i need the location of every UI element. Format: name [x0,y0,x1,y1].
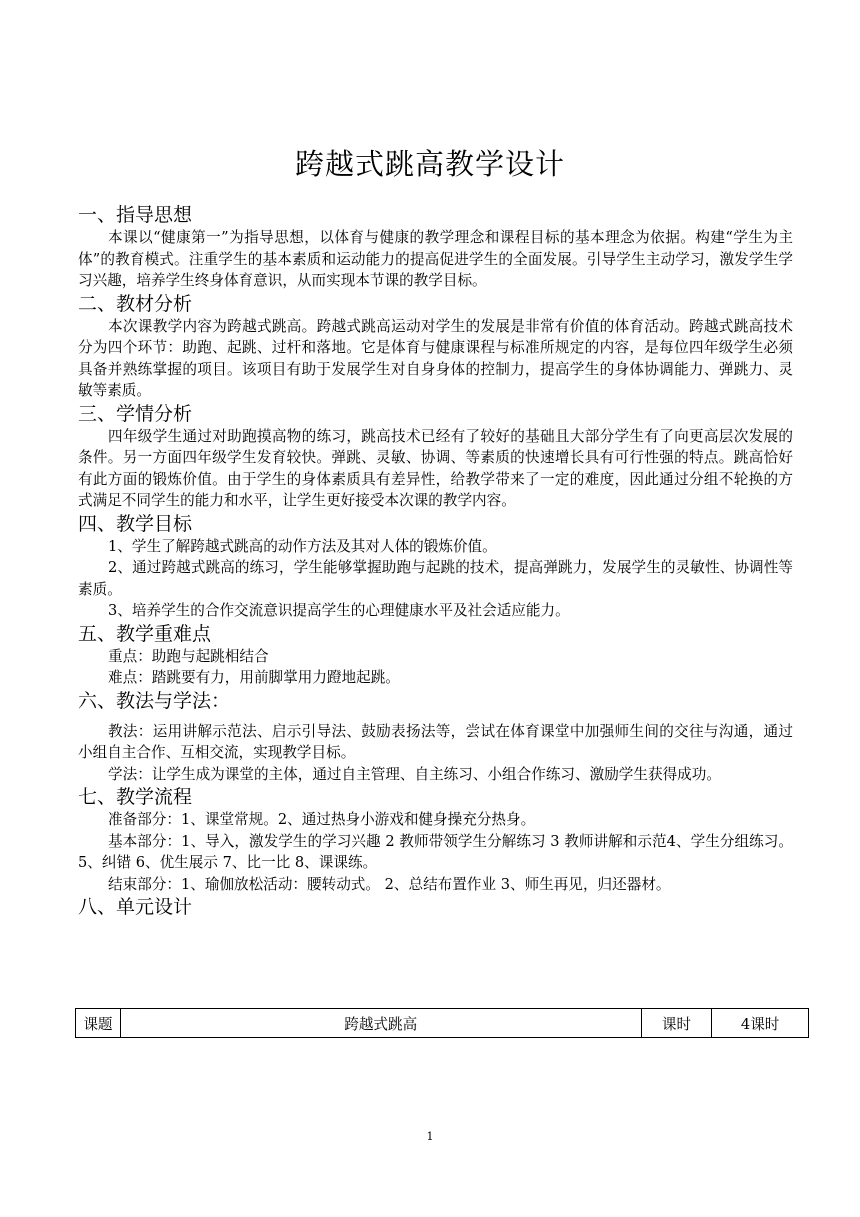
section-student-analysis [78,402,793,512]
key-point: 重点：助跑与起跳相结合 [108,647,269,665]
process-step: 准备部分：1、课堂常规。2、通过热身小游戏和健身操充分热身。 [108,811,536,828]
document-body [78,203,793,919]
process-step: 结束部分：1、瑜伽放松活动：腰转动式。 2、总结布置作业 3、师生再见，归还器材。 [108,875,671,893]
section-heading: 五、教学重难点 [78,622,212,645]
page-number: 1 [426,1130,434,1143]
paragraph: 四年级学生通过对助跑摸高物的练习，跳高技术已经有了较好的基础且大部分学生有了向更高层次发展的条件。另一方面四年级学生发育较快。弹跳、灵敏、协调、等素质的快速增长具有可行性强的特点。跳高恰好有此方面的锻炼价值。由于学生的身体素质具有差异性，给教学带来了一定的难度，因此通过分组不轮换的方式满足不同学生的能力和水平，让学生更好接受本次课的教学内容。 [78,427,793,509]
difficult-point: 难点：踏跳要有力，用前脚掌用力蹬地起跳。 [108,669,400,686]
paragraph: 本次课教学内容为跨越式跳高。跨越式跳高运动对学生的发展是非常有价值的体育活动。跨越式跳高技术分为四个环节：助跑、起跳、过杆和落地。它是体育与健康课程与标准所规定的内容，是每位四年级学生必须具备并熟练掌握的项目。该项目有助于发展学生对自身身体的控制力，提高学生的身体协调能力、弹跳力、灵敏等素质。 [78,317,793,399]
table-row [76,1009,809,1038]
hours-cell: 4课时 [712,1009,809,1038]
section-heading: 八、单元设计 [78,896,193,918]
goal-item: 1、学生了解跨越式跳高的动作方法及其对人体的锻炼价值。 [108,537,497,555]
teaching-method: 教法：运用讲解示范法、启示引导法、鼓励表扬法等，尝试在体育课堂中加强师生间的交往与沟通，通过小组自主合作、互相交流，实现教学目标。 [78,722,793,761]
learning-method: 学法：让学生成为课堂的主体，通过自主管理、自主练习、小组合作练习、激励学生获得成功。 [108,765,721,783]
section-heading: 七、教学流程 [78,786,193,808]
section-key-points [78,622,793,689]
section-teaching-process [78,785,793,895]
section-teaching-goals [78,512,793,622]
unit-design-table [75,1008,809,1038]
section-methods [78,689,793,786]
section-guiding-ideology [78,203,793,292]
process-step: 基本部分：1、导入，激发学生的学习兴趣 2 教师带领学生分解练习 3 教师讲解和示范4、学生分组练习。5、纠错 6、优生展示 7、比一比 8、课课练。 [78,832,793,871]
document-title: 跨越式跳高教学设计 [294,147,565,181]
section-heading: 四、教学目标 [78,512,193,535]
topic-label-cell: 课题 [76,1009,121,1038]
hours-label-cell: 课时 [641,1009,712,1038]
section-material-analysis [78,292,793,402]
section-heading: 三、学情分析 [78,402,193,425]
topic-cell: 跨越式跳高 [120,1009,641,1038]
section-heading: 二、教材分析 [78,292,193,315]
paragraph: 本课以“健康第一”为指导思想，以体育与健康的教学理念和课程目标的基本理念为依据。构建“学生为主体”的教育模式。注重学生的基本素质和运动能力的提高促进学生的全面发展。引导学生主动学习，激发学生学习兴趣，培养学生终身体育意识，从而实现本节课的教学目标。 [78,229,793,289]
section-heading: 六、教法与学法： [78,689,231,712]
section-heading: 一、指导思想 [78,204,193,226]
goal-item: 3、培养学生的合作交流意识提高学生的心理健康水平及社会适应能力。 [108,602,570,619]
section-unit-design [78,895,793,919]
goal-item: 2、通过跨越式跳高的练习，学生能够掌握助跑与起跳的技术，提高弹跳力，发展学生的灵敏性、协调性等素质。 [78,559,793,598]
